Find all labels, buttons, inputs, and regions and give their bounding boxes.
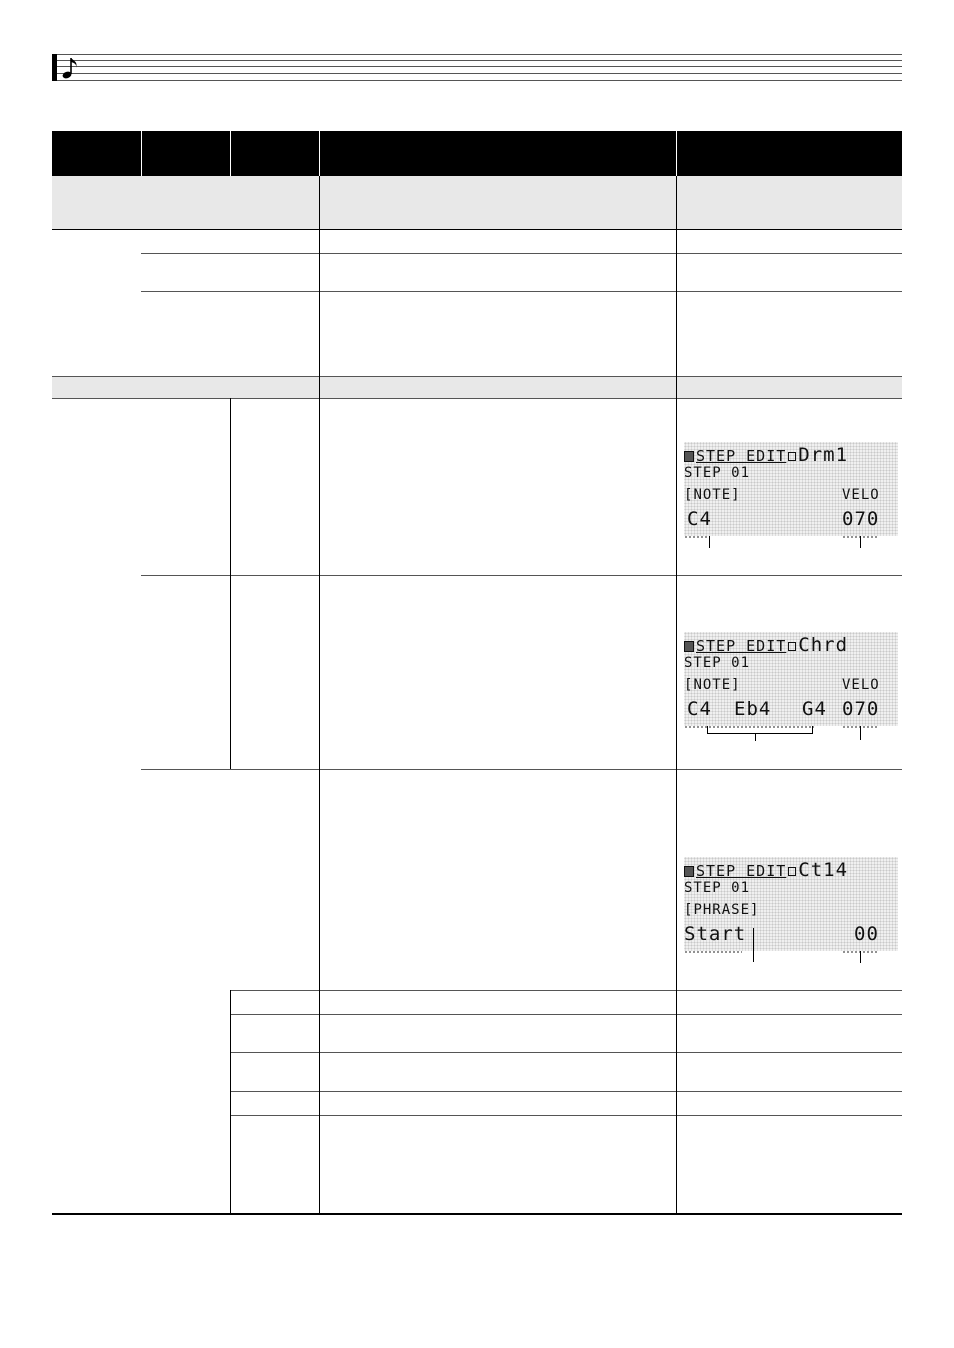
music-note-icon [61, 56, 81, 80]
lcd-step: STEP 01 [684, 465, 751, 481]
lcd-value-left: Start [684, 923, 747, 945]
lcd-velo-value: 070 [842, 508, 880, 530]
edit-icon [684, 641, 694, 652]
lcd-note-label: NOTE [693, 487, 732, 503]
lcd-note-value: C4 [687, 508, 712, 530]
staff-header [52, 54, 902, 82]
lcd-value-right: 00 [854, 923, 879, 945]
lcd-mode: Chrd [798, 634, 849, 656]
edit-icon [684, 451, 694, 462]
lcd-label: PHRASE [693, 902, 751, 918]
lcd-mode: Ct14 [798, 859, 849, 881]
track-icon [788, 642, 796, 651]
shaded-row-1 [52, 176, 902, 229]
lcd-title: STEP EDIT [696, 447, 787, 465]
table-bottom-rule [52, 1213, 902, 1215]
lcd-note-1: C4 [687, 698, 712, 720]
track-icon [788, 867, 796, 876]
staff-bar [52, 54, 57, 81]
lcd-step: STEP 01 [684, 655, 751, 671]
lcd-note-3: G4 [802, 698, 827, 720]
lcd-display-chord: STEP EDIT Chrd STEP 01 [NOTE] VELO C4 Eb4 G4 070 [684, 632, 898, 726]
track-icon [788, 452, 796, 461]
lcd-note-2: Eb4 [734, 698, 772, 720]
lcd-velo-label: VELO [842, 487, 880, 503]
lcd-velo-label: VELO [842, 677, 880, 693]
lcd-display-drum: STEP EDIT Drm1 STEP 01 [NOTE] VELO C4 070 [684, 442, 898, 536]
lcd-step: STEP 01 [684, 880, 751, 896]
edit-icon [684, 866, 694, 877]
lcd-display-control: STEP EDIT Ct14 STEP 01 [PHRASE] Start 00 [684, 857, 898, 951]
shaded-row-2 [52, 376, 902, 398]
table-header [52, 131, 902, 176]
lcd-title: STEP EDIT [696, 637, 787, 655]
lcd-title: STEP EDIT [696, 862, 787, 880]
lcd-velo-value: 070 [842, 698, 880, 720]
lcd-mode: Drm1 [798, 444, 849, 466]
lcd-note-label: NOTE [693, 677, 732, 693]
